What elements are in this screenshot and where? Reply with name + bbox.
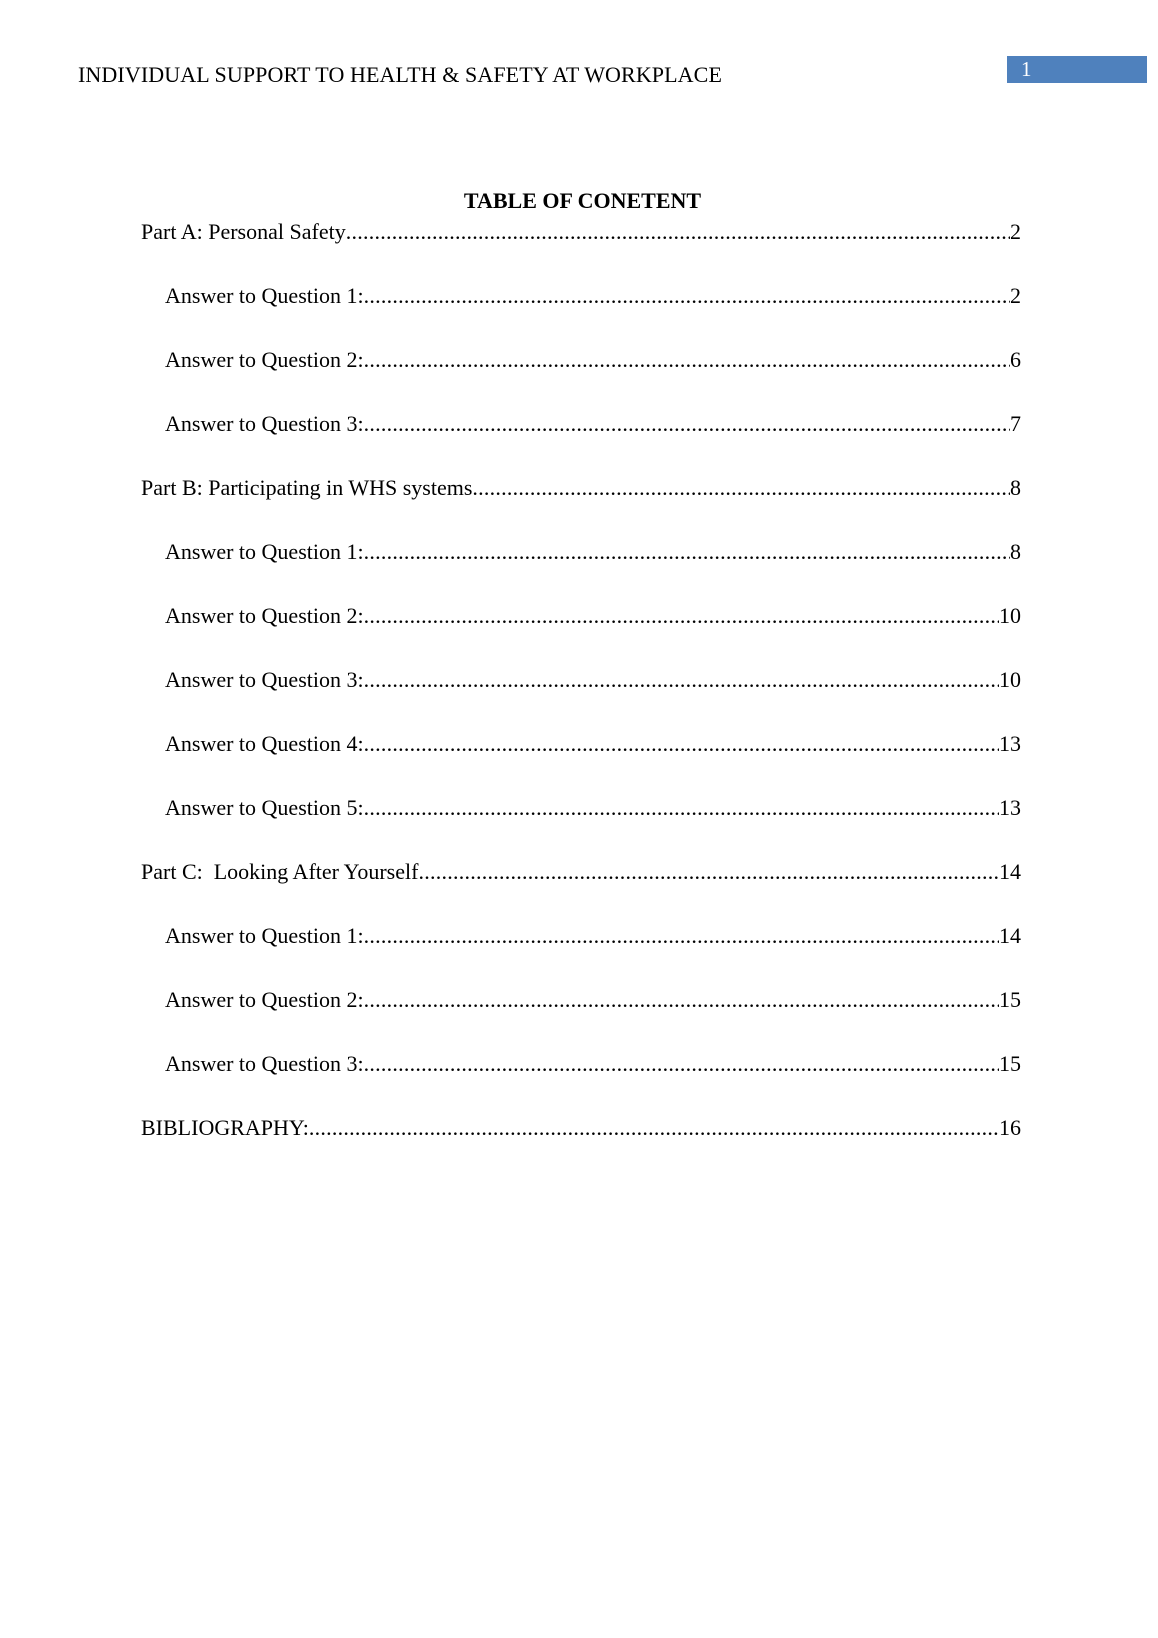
toc-entry-label: Answer to Question 3: — [165, 667, 364, 692]
toc-entry[interactable] — [141, 1114, 1021, 1178]
toc-entry[interactable] — [141, 218, 1021, 282]
toc-entry-page: 10 — [999, 603, 1021, 628]
toc-entry-page: 6 — [1010, 347, 1021, 372]
toc-dot-leader — [364, 282, 1010, 310]
toc-dot-leader — [364, 346, 1010, 374]
toc-entry-page: 10 — [999, 667, 1021, 692]
toc-entry[interactable] — [141, 794, 1021, 858]
toc-entry-page: 15 — [999, 987, 1021, 1012]
toc-entry-label: Answer to Question 2: — [165, 987, 364, 1012]
toc-entry[interactable] — [141, 666, 1021, 730]
toc-entry-label: Part B: Participating in WHS systems — [141, 475, 473, 500]
toc-entry-label: Answer to Question 3: — [165, 1051, 364, 1076]
toc-entry[interactable] — [141, 602, 1021, 666]
toc-entry[interactable] — [141, 410, 1021, 474]
toc-entry-label: Answer to Question 1: — [165, 923, 364, 948]
toc-entry[interactable] — [141, 1050, 1021, 1114]
toc-dot-leader — [364, 922, 999, 950]
toc-entry[interactable] — [141, 858, 1021, 922]
toc-entry-label: Answer to Question 1: — [165, 539, 364, 564]
page-number: 1 — [1021, 57, 1032, 81]
toc-entry-page: 15 — [999, 1051, 1021, 1076]
toc-entry-label: Answer to Question 5: — [165, 795, 364, 820]
page-number-badge — [1007, 56, 1147, 83]
toc-entry-page: 13 — [999, 795, 1021, 820]
toc-dot-leader — [364, 410, 1010, 438]
toc-entry-page: 16 — [999, 1115, 1021, 1140]
toc-entry-page: 13 — [999, 731, 1021, 756]
running-header: INDIVIDUAL SUPPORT TO HEALTH & SAFETY AT WORKPLACE — [78, 62, 722, 87]
toc-entry-label: BIBLIOGRAPHY: — [141, 1115, 309, 1140]
toc-entry-page: 8 — [1010, 539, 1021, 564]
toc-entry-page: 8 — [1010, 475, 1021, 500]
toc-entry[interactable] — [141, 282, 1021, 346]
toc-dot-leader — [364, 794, 999, 822]
toc-entry[interactable] — [141, 474, 1021, 538]
toc-entry-page: 2 — [1010, 283, 1021, 308]
toc-entry-label: Part A: Personal Safety — [141, 219, 346, 244]
toc-dot-leader — [346, 218, 1010, 246]
toc-dot-leader — [364, 666, 999, 694]
toc-entry-label: Answer to Question 1: — [165, 283, 364, 308]
toc-entry-label: Answer to Question 4: — [165, 731, 364, 756]
toc-dot-leader — [418, 858, 999, 886]
toc-dot-leader — [364, 602, 999, 630]
toc-entry-page: 7 — [1010, 411, 1021, 436]
toc-dot-leader — [472, 474, 1010, 502]
toc-entry-label: Answer to Question 2: — [165, 347, 364, 372]
toc-entry-page: 14 — [999, 923, 1021, 948]
toc-entry[interactable] — [141, 346, 1021, 410]
toc-dot-leader — [309, 1114, 999, 1142]
toc-dot-leader — [364, 538, 1010, 566]
toc-entry-label: Part C: Looking After Yourself — [141, 859, 419, 884]
toc-entry-label: Answer to Question 2: — [165, 603, 364, 628]
toc-title: TABLE OF CONETENT — [463, 188, 702, 213]
toc-dot-leader — [364, 986, 999, 1014]
toc-entry[interactable] — [141, 538, 1021, 602]
toc-entry-page: 2 — [1010, 219, 1021, 244]
toc-entry-label: Answer to Question 3: — [165, 411, 364, 436]
toc-dot-leader — [364, 730, 999, 758]
toc-entry[interactable] — [141, 922, 1021, 986]
toc-entry[interactable] — [141, 730, 1021, 794]
toc-entry-page: 14 — [999, 859, 1021, 884]
toc-dot-leader — [364, 1050, 999, 1078]
table-of-contents — [141, 218, 1021, 1178]
toc-entry[interactable] — [141, 986, 1021, 1050]
